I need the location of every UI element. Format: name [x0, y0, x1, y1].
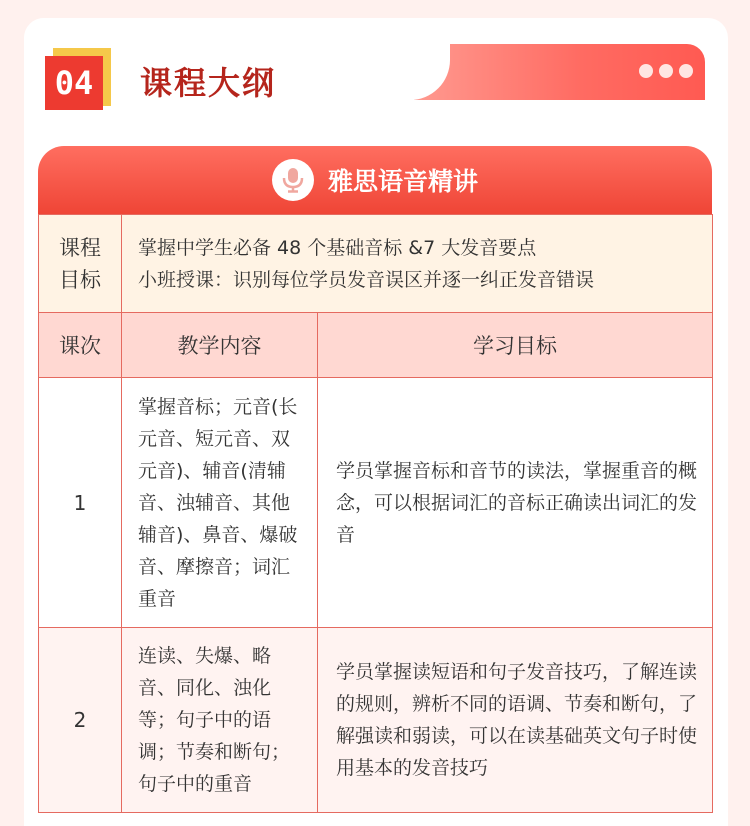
lesson-target: 学员掌握读短语和句子发音技巧，了解连读的规则，辨析不同的语调、节奏和断句，了解强读和弱读，可以在读基础英文句子时使用基本的发音技巧 [318, 628, 713, 813]
lesson-number: 2 [39, 628, 122, 813]
dot-icon [639, 64, 653, 78]
column-header: 课次 [39, 313, 122, 378]
course-table [38, 214, 713, 813]
column-header-row [39, 313, 713, 378]
goal-label: 课程目标 [39, 215, 122, 313]
table-row [39, 378, 713, 628]
course-header [38, 146, 712, 214]
table-row [39, 628, 713, 813]
course-title: 雅思语音精讲 [327, 167, 478, 196]
goal-line: 小班授课：识别每位学员发音误区并逐一纠正发音错误 [138, 268, 595, 291]
course-table-wrap [38, 146, 712, 813]
section-title: 课程大纲 [140, 64, 277, 102]
dots-decoration [639, 64, 693, 78]
dot-icon [659, 64, 673, 78]
column-header: 学习目标 [318, 313, 713, 378]
lesson-target: 学员掌握音标和音节的读法，掌握重音的概念，可以根据词汇的音标正确读出词汇的发音 [318, 378, 713, 628]
microphone-icon [272, 159, 314, 201]
lesson-number: 1 [39, 378, 122, 628]
goal-text [122, 215, 713, 313]
section-number: 04 [45, 56, 103, 110]
lesson-content: 掌握音标；元音(长元音、短元音、双元音)、辅音(清辅音、浊辅音、其他辅音)、鼻音、爆破音、摩擦音；词汇重音 [122, 378, 318, 628]
column-header: 教学内容 [122, 313, 318, 378]
lesson-content: 连读、失爆、略音、同化、浊化等；句子中的语调；节奏和断句；句子中的重音 [122, 628, 318, 813]
goal-row [39, 215, 713, 313]
dot-icon [679, 64, 693, 78]
goal-line: 掌握中学生必备 48 个基础音标 &7 大发音要点 [138, 236, 537, 259]
